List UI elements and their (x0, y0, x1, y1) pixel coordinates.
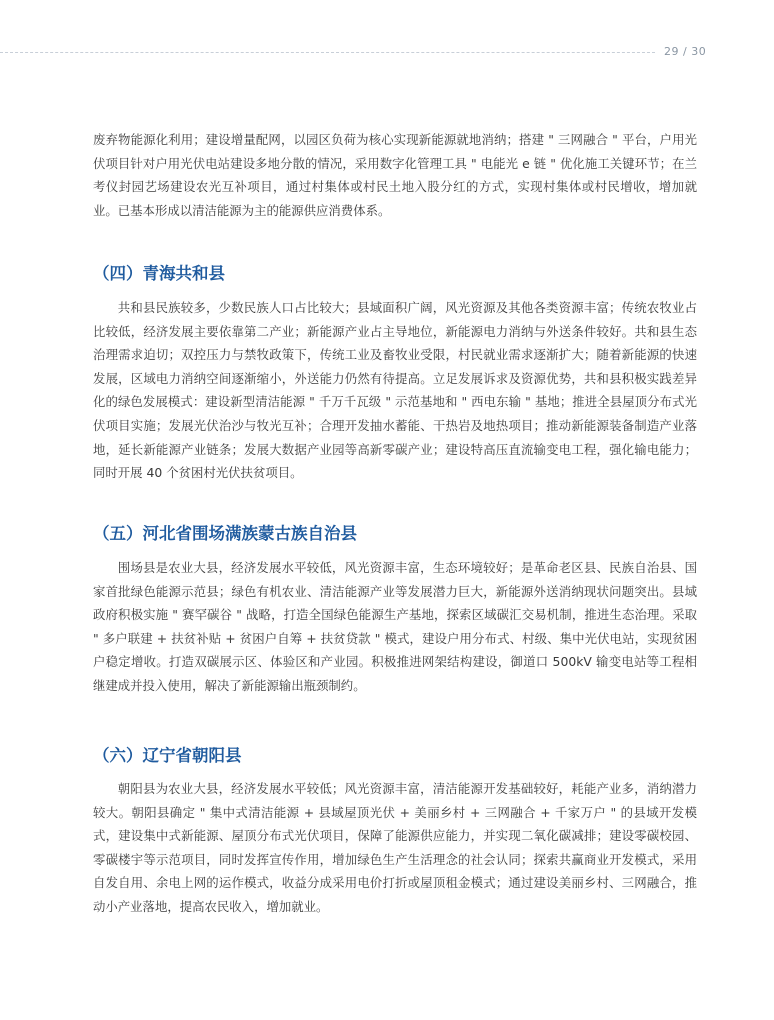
section-body-qinghai-gonghe: 共和县民族较多，少数民族人口占比较大；县域面积广阔，风光资源及其他各类资源丰富；传统农牧业占比较低，经济发展主要依靠第二产业；新能源产业占主导地位，新能源电力消纳与外送条件较好。共和县生态治理需求迫切；双控压力与禁牧政策下，传统工业及畜牧业受限，村民就业需求逐渐扩大；随着新能源的快速发展，区域电力消纳空间逐渐缩小，外送能力仍然有待提高。立足发展诉求及资源优势，共和县积极实践差异化的绿色发展模式：建设新型清洁能源 " 千万千瓦级 " 示范基地和 " 西电东输 " 基地；推进全县屋顶分布式光伏项目实施；发展光伏治沙与牧光互补；合理开发抽水蓄能、干热岩及地热项目；推动新能源装备制造产业落地，延长新能源产业链条；发展大数据产业园等高新零碳产业；建设特高压直流输变电工程，强化输电能力；同时开展 40 个贫困村光伏扶贫项目。 (93, 300, 697, 481)
section-title-hebei-weichang: （五）河北省围场满族蒙古族自治县 (93, 524, 357, 543)
intro-paragraph: 废弃物能源化利用；建设增量配网，以园区负荷为核心实现新能源就地消纳；搭建 " 三网融合 " 平台，户用光伏项目针对户用光伏电站建设多地分散的情况，采用数字化管理工具 " 电能光 e 链 " 优化施工关键环节；在兰考仪封园艺场建设农光互补项目，通过村集体或村民土地入股分红的方式，实现村集体或村民增收，增加就业。已基本形成以清洁能源为主的能源供应消费体系。 (93, 132, 697, 218)
section-body-liaoning-chaoyang: 朝阳县为农业大县，经济发展水平较低；风光资源丰富，清洁能源开发基础较好，耗能产业多，消纳潜力较大。朝阳县确定 " 集中式清洁能源 + 县域屋顶光伏 + 美丽乡村 + 三网融合 + 千家万户 " 的县域开发模式，建设集中式新能源、屋顶分布式光伏项目，保障了能源供应能力，并实现二氧化碳减排；建设零碳校园、零碳楼宇等示范项目，同时发挥宣传作用，增加绿色生产生活理念的社会认同；探索共赢商业开发模式，采用自发自用、余电上网的运作模式，收益分成采用电价打折或屋顶租金模式；通过建设美丽乡村、三网融合，推动小产业落地，提高农民收入，增加就业。 (93, 781, 697, 914)
header-divider (0, 52, 655, 53)
section-title-qinghai-gonghe: （四）青海共和县 (93, 264, 225, 283)
section-body-hebei-weichang: 围场县是农业大县，经济发展水平较低，风光资源丰富，生态环境较好；是革命老区县、民族自治县、国家首批绿色能源示范县；绿色有机农业、清洁能源产业等发展潜力巨大，新能源外送消纳现状问题突出。县域政府积极实施 " 赛罕碳谷 " 战略，打造全国绿色能源生产基地，探索区域碳汇交易机制，推进生态治理。采取 " 多户联建 + 扶贫补贴 + 贫困户自筹 + 扶贫贷款 " 模式，建设户用分布式、村级、集中光伏电站，实现贫困户稳定增收。打造双碳展示区、体验区和产业园。积极推进网架结构建设，御道口 500kV 输变电站等工程相继建成并投入使用，解决了新能源输出瓶颈制约。 (93, 560, 697, 693)
page-number: 29 / 30 (664, 45, 707, 58)
section-title-liaoning-chaoyang: （六）辽宁省朝阳县 (93, 746, 242, 765)
